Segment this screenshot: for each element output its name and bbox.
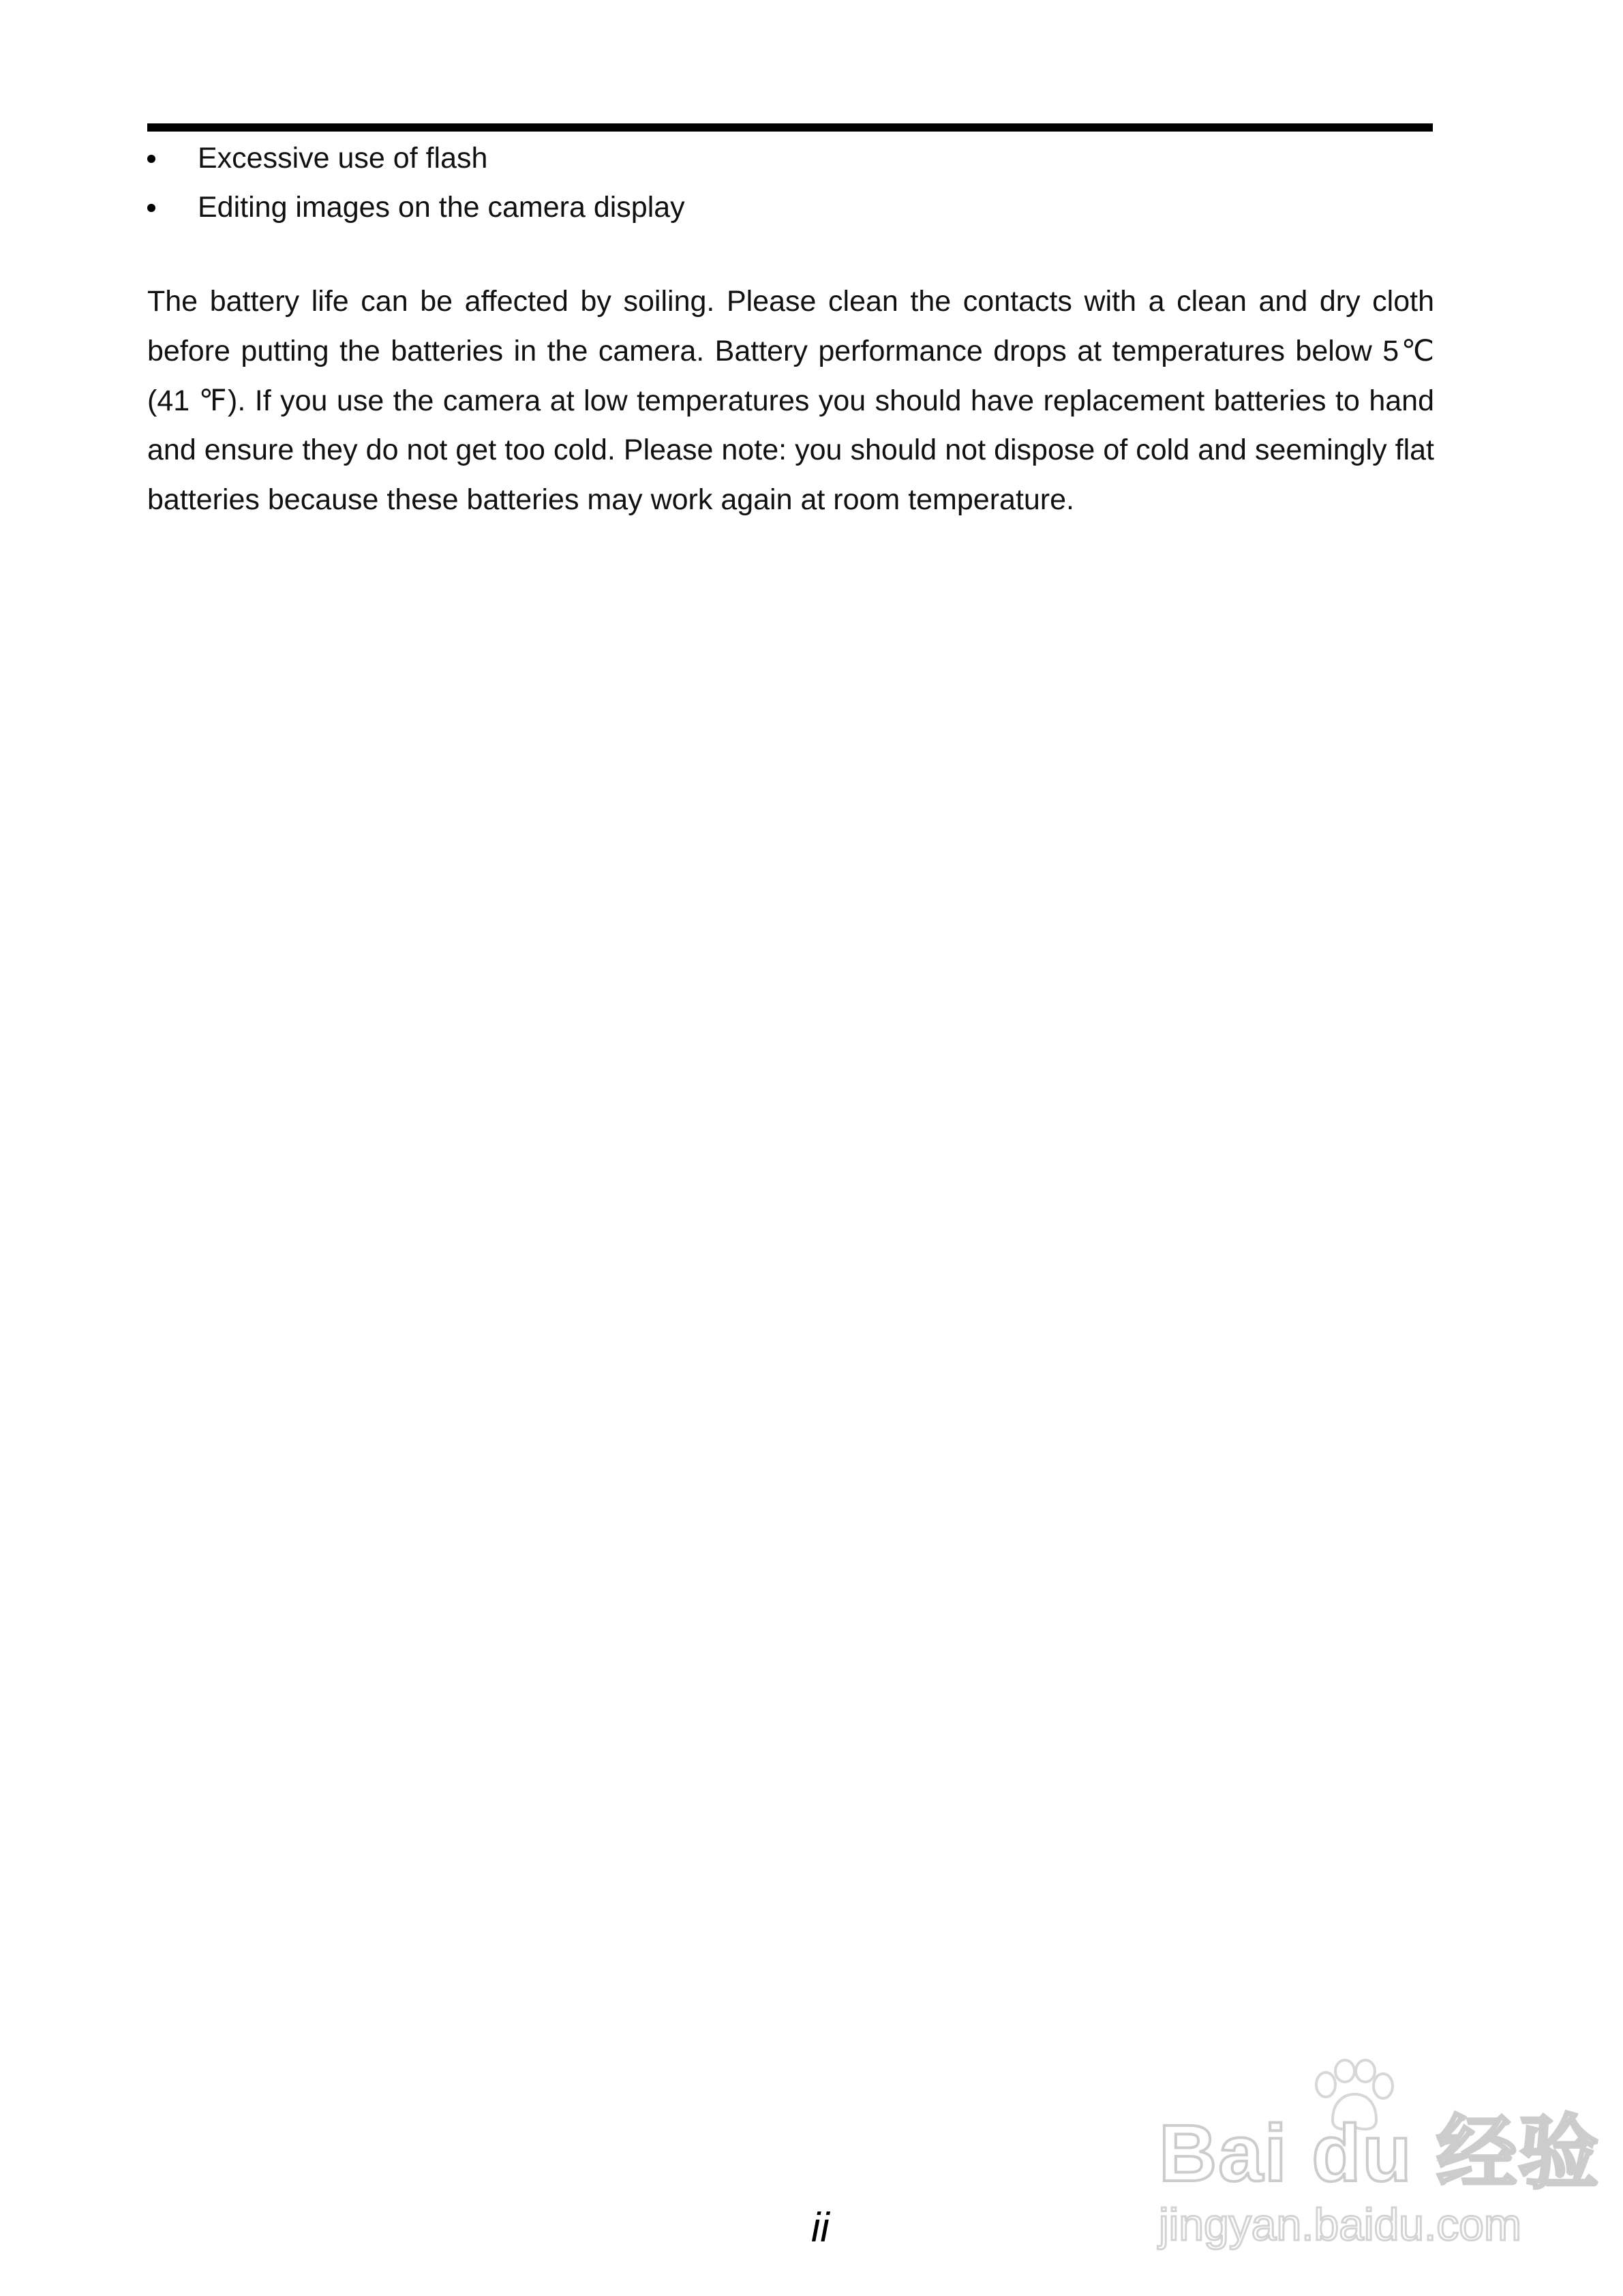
body-paragraph: The battery life can be affected by soiling. Please clean the contacts with a clean and dry cloth before putting the batteries in the camera. Battery performance drops at temperatures below 5℃ (41 ℉). If you use the camera at low temperatures you should have replacement batteries to hand and ensure they do not get too cold. Please note: you should not dispose of cold and seemingly flat batteries because these batteries may work again at room temperature. [147, 285, 1434, 517]
watermark-url: jingyan.baidu.com [1159, 2199, 1521, 2250]
watermark-brand: Bai du 经验 [1159, 2109, 1601, 2199]
list-item [147, 183, 1433, 232]
bullet-text: Excessive use of flash [198, 142, 488, 175]
bullet-list [147, 134, 1433, 232]
bullet-text: Editing images on the camera display [198, 191, 685, 224]
bullet-icon [147, 155, 155, 163]
bullet-icon [147, 204, 155, 212]
page-number: ii [811, 2205, 830, 2250]
baidu-jingyan-watermark [1159, 2059, 1601, 2263]
top-rule [147, 123, 1433, 132]
list-item [147, 134, 1433, 183]
